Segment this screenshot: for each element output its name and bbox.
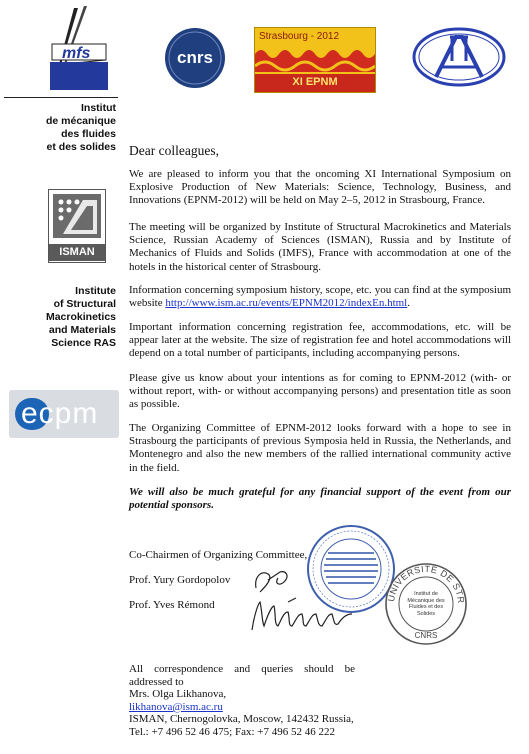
paragraph-2: The meeting will be organized by Institute of Structural Macrokinetics and Materials Science, Russian Academy of Sciences (ISMAN), Russia and by Institute of Mechanics of Fluids and Solids (IMFS), France with accommodation at one of the hotels in the historical center of Strasbourg.	[129, 221, 511, 273]
paragraph-7: We will also be much grateful for any financial support of the event from our potential sponsors.	[129, 486, 511, 512]
university-stamp-center-text: Institut de Mécanique des Fluides et des Solides	[407, 591, 445, 617]
signatory-1: Prof. Yury Gordopolov	[129, 574, 231, 586]
signature-gordopolov	[250, 566, 300, 596]
imfs-logo	[40, 4, 120, 90]
contact-block	[129, 663, 355, 739]
contact-line: Mrs. Olga Likhanova,	[129, 688, 227, 701]
paragraph-5: Please give us know about your intentions as for coming to EPNM-2012 (with- or without report, with- or without accompanying persons) and presentation title as soon as possible.	[129, 372, 511, 411]
paragraph-6: The Organizing Committee of EPNM-2012 looks forward with a hope to see in Strasbourg the participants of previous Symposia held in Russia, the Netherlands, and Montenegro and also the new members of the rallied international community active in the field.	[129, 422, 511, 474]
paragraph-3	[129, 284, 511, 310]
isman-name-line: and Materials	[48, 324, 116, 336]
isman-logo-text: ISMAN	[49, 244, 105, 261]
sidebar-divider	[4, 97, 118, 98]
paragraph-3-text: Information concerning symposium history, scope, etc. you can find at the symposium website	[129, 284, 511, 310]
paragraph-1: We are pleased to inform you that the oncoming XI International Symposium on Explosive Production of New Materials: Science, Technology, Business, and Innovations (EPNM-2012) will be held on May 2–5, 2012 in Strasbourg, France.	[129, 168, 511, 207]
contact-line: Tel.: +7 496 52 46 475; Fax: +7 496 52 46 222	[129, 725, 335, 738]
isman-stamp	[306, 524, 396, 614]
svg-text:cnrs: cnrs	[177, 48, 213, 67]
imfs-name	[46, 102, 116, 154]
greeting: Dear colleagues,	[129, 143, 219, 158]
isman-logo	[48, 189, 106, 263]
epnm-logo	[254, 27, 376, 93]
epnm-logo-top-text: Strasbourg - 2012	[259, 31, 340, 42]
cochairs-label: Co-Chairmen of Organizing Committee,	[129, 549, 308, 561]
contact-line: All correspondence and queries should be	[129, 663, 355, 675]
epnm-logo-bottom-text: XI EPNM	[292, 76, 338, 88]
symposium-website-link[interactable]: http://www.ism.ac.ru/events/EPNM2012/indexEn.html	[165, 297, 408, 310]
university-stamp	[384, 562, 468, 646]
ecpm-logo-text: ecpm	[21, 397, 99, 430]
ecpm-logo	[9, 390, 119, 438]
isman-name-line: of Structural	[53, 298, 116, 310]
imfs-name-line: de mécanique	[45, 115, 116, 127]
paragraph-4: Important information concerning registration fee, accommodations, etc. will be appear later at the website. The size of registration fee and hotel accommodations will depend on a total number of participants, including accompanying persons.	[129, 321, 511, 360]
university-stamp-ring-text: UNIVERSITÉ DE STR	[385, 563, 467, 605]
cnrs-logo	[164, 27, 226, 89]
ism-logo	[412, 27, 506, 87]
isman-name	[46, 285, 116, 350]
imfs-name-line: Institut	[81, 102, 116, 114]
paragraph-3-end: .	[407, 297, 410, 310]
isman-name-line: Science RAS	[51, 337, 116, 349]
imfs-name-line: et des solides	[46, 141, 116, 153]
isman-name-line: Institute	[75, 285, 116, 297]
signatory-2: Prof. Yves Rémond	[129, 599, 215, 611]
contact-line: addressed to	[129, 675, 184, 688]
svg-text:mfs: mfs	[62, 45, 91, 62]
imfs-name-line: des fluides	[61, 128, 116, 140]
contact-line: ISMAN, Chernogolovka, Moscow, 142432 Russia,	[129, 713, 354, 726]
contact-email-link[interactable]: likhanova@ism.ac.ru	[129, 700, 223, 713]
isman-name-line: Macrokinetics	[45, 311, 116, 323]
university-stamp-bottom-text: CNRS	[414, 631, 438, 640]
